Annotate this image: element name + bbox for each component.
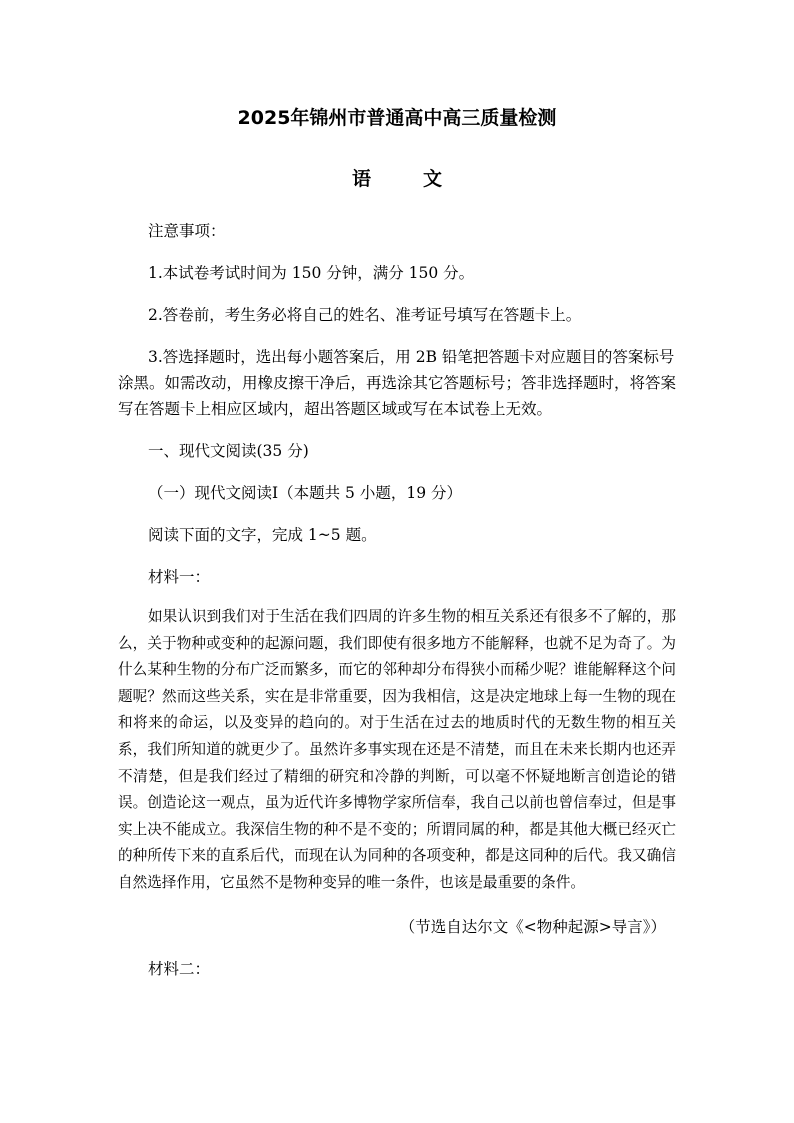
material1-text: 如果认识到我们对于生活在我们四周的许多生物的相互关系还有很多不了解的，那么，关于物种或变种的起源问题，我们即使有很多地方不能解释，也就不足为奇了。为什么某种生物的分布广泛而繁多，而它的邻种却分布得狭小而稀少呢？谁能解释这个问题呢？然而这些关系，实在是非常重要，因为我相信，这是决定地球上每一生物的现在和将来的命运，以及变异的趋向的。对于生活在过去的地质时代的无数生物的相互关系，我们所知道的就更少了。虽然许多事实现在还是不清楚，而且在未来长期内也还弄不清楚，但是我们经过了精细的研究和冷静的判断，可以毫不怀疑地断言创造论的错误。创造论这一观点，虽为近代许多博物学家所信奉，我自己以前也曾信奉过，但是事实上决不能成立。我深信生物的种不是不变的；所谓同属的种，都是其他大概已经灭亡的种所传下来的直系后代，而现在认为同种的各项变种，都是这同种的后代。我又确信自然选择作用，它虽然不是物种变异的唯一条件，也该是最重要的条件。 bbox=[118, 608, 676, 891]
note-item-2: 2.答卷前，考生务必将自己的姓名、准考证号填写在答题卡上。 bbox=[148, 306, 582, 324]
section-heading: 一、现代文阅读(35 分) bbox=[148, 442, 309, 460]
subject-char-2: 文 bbox=[423, 168, 443, 190]
exam-title: 2025年锦州市普通高中高三质量检测 bbox=[237, 107, 557, 129]
subject-char-1: 语 bbox=[351, 168, 371, 190]
material2-label: 材料二： bbox=[148, 960, 211, 978]
subsection-heading: （一）现代文阅读Ⅰ（本题共 5 小题，19 分） bbox=[148, 484, 462, 502]
reading-instruction: 阅读下面的文字，完成 1~5 题。 bbox=[148, 526, 377, 544]
note-item-1: 1.本试卷考试时间为 150 分钟，满分 150 分。 bbox=[148, 264, 475, 282]
note-item-3: 3.答选择题时，选出每小题答案后，用 2B 铅笔把答题卡对应题目的答案标号涂黑。如需改动，用橡皮擦干净后，再选涂其它答题标号；答非选择题时，将答案写在答题卡上相应区域内，超出答题区域或写在本试卷上无效。 bbox=[118, 348, 677, 418]
subject-heading bbox=[0, 165, 794, 193]
material1-source: （节选自达尔文《<物种起源>导言》） bbox=[399, 918, 666, 936]
material1-label: 材料一： bbox=[148, 568, 211, 586]
notes-heading: 注意事项： bbox=[148, 222, 226, 240]
